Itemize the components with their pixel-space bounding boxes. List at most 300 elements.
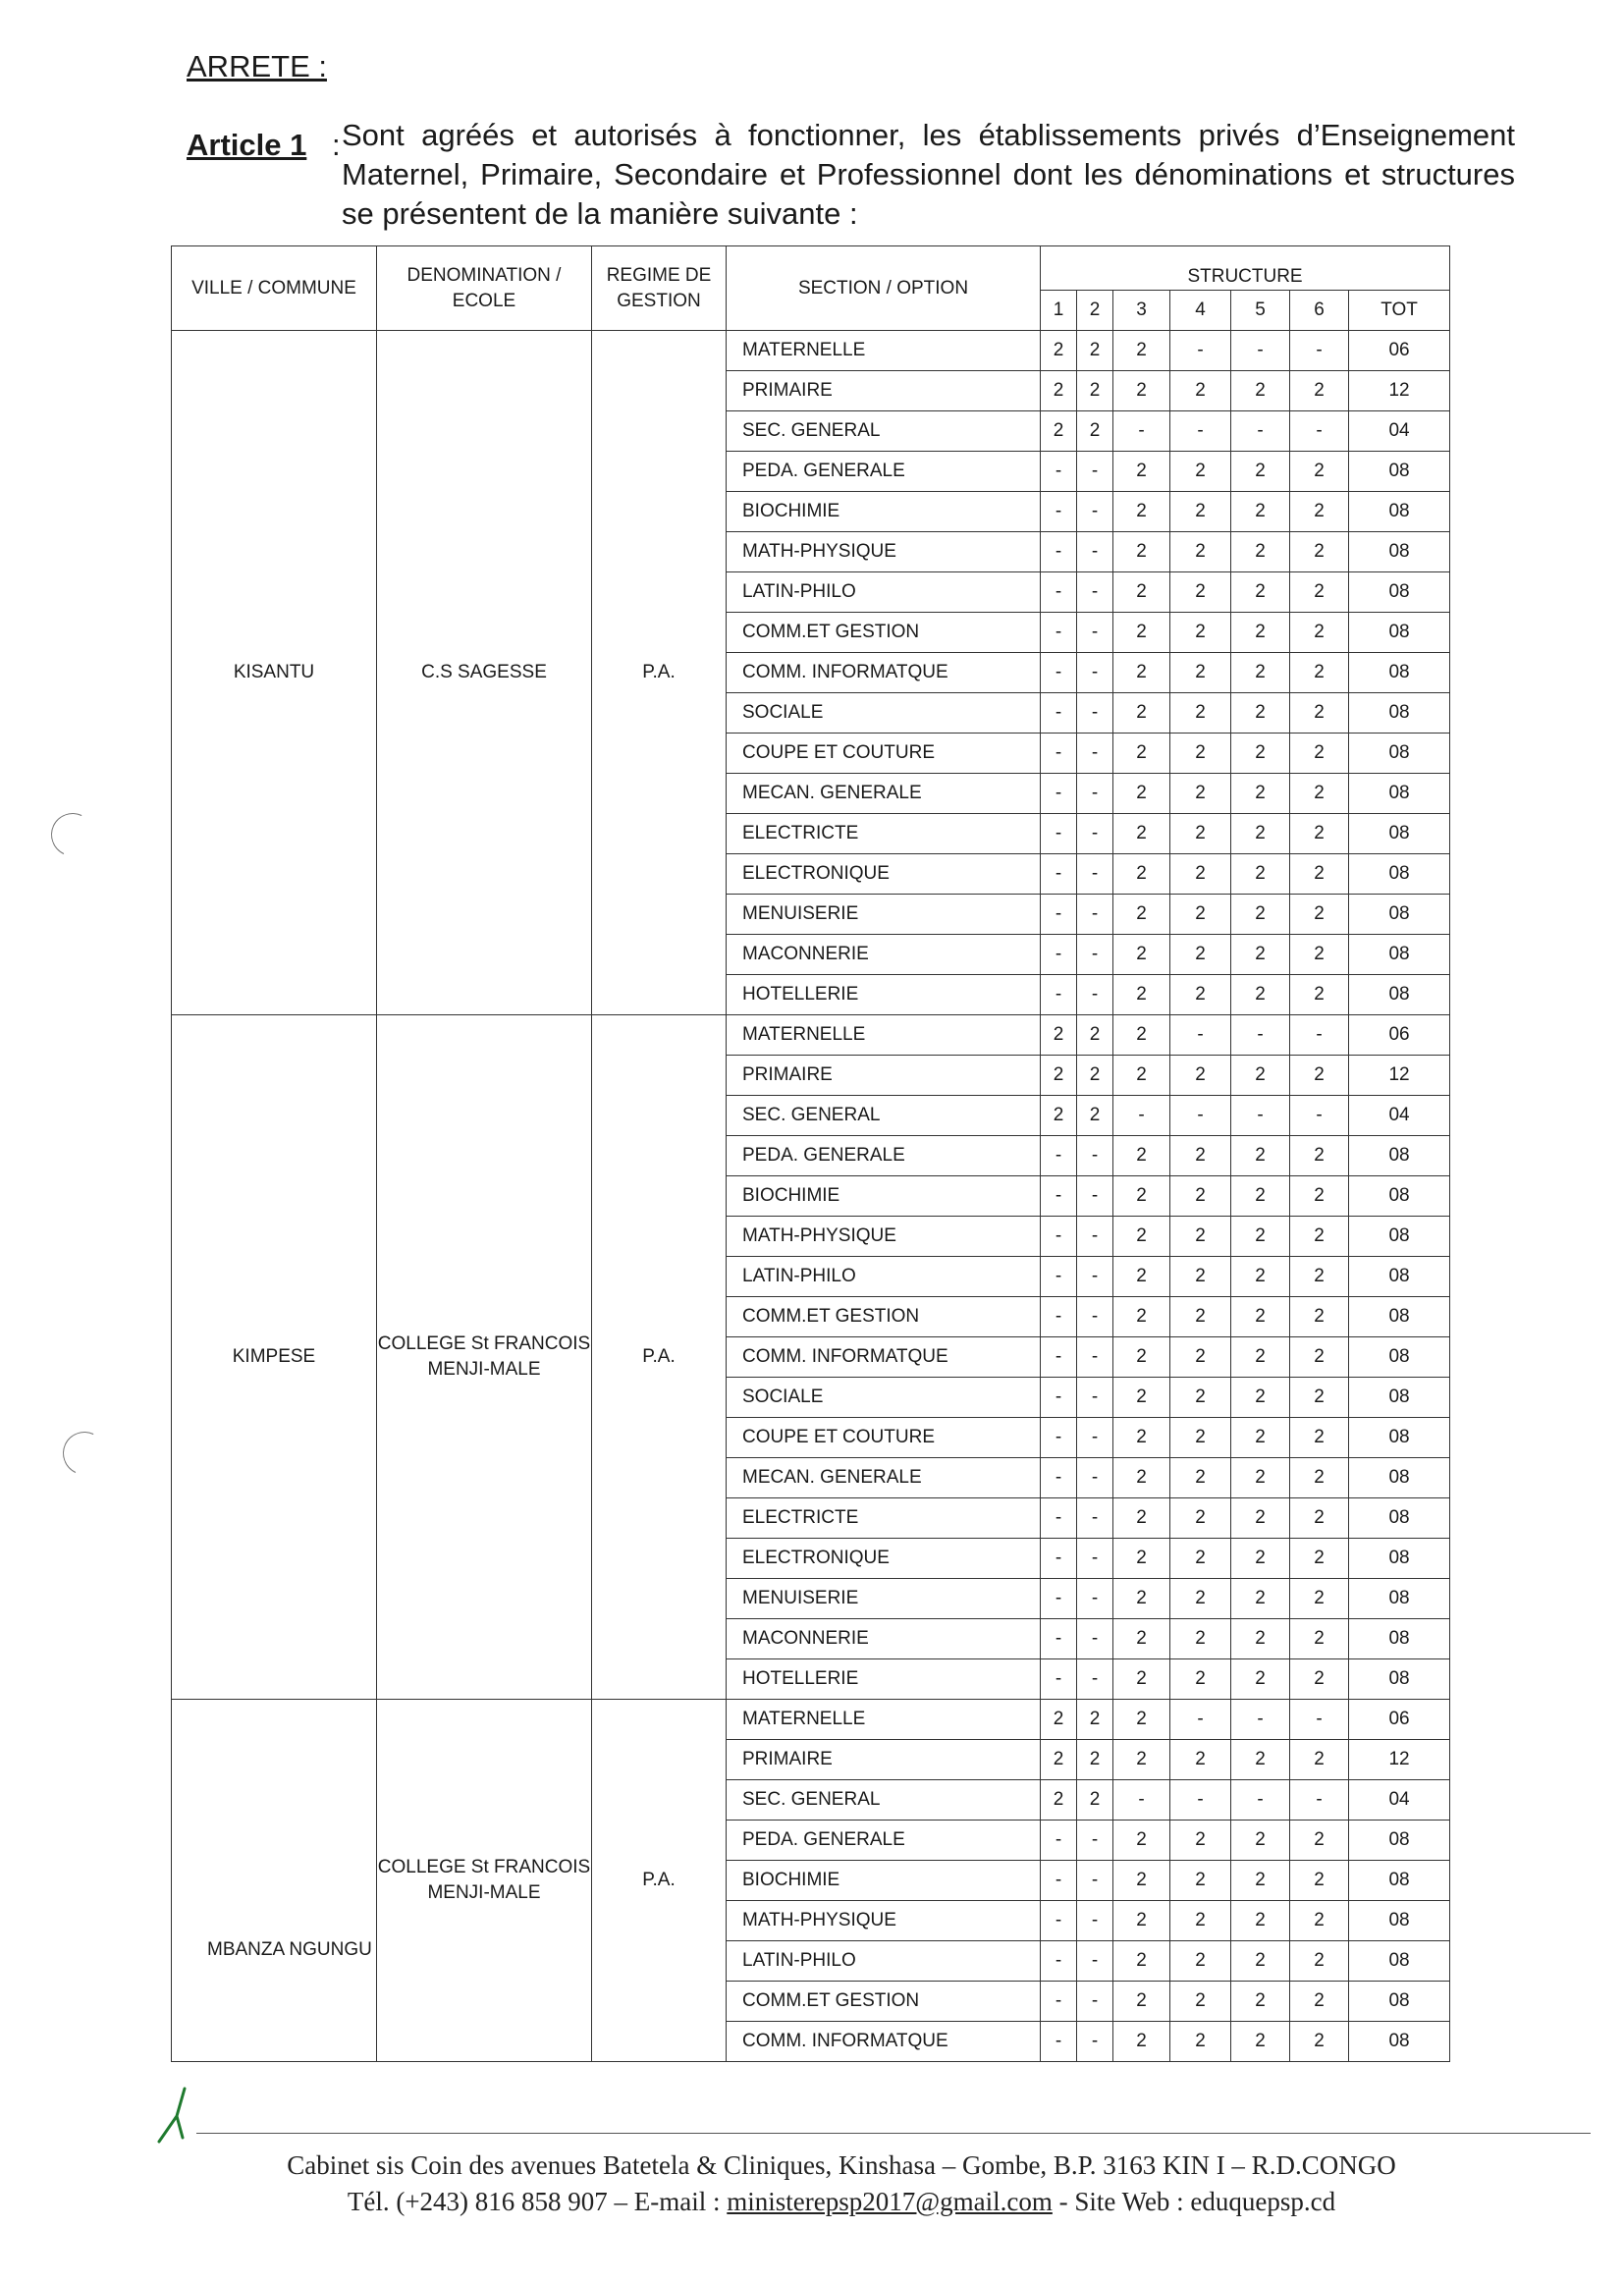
level-4-cell: 2 [1170, 1418, 1231, 1458]
level-3-cell: 2 [1113, 734, 1170, 774]
level-2-cell: - [1077, 1378, 1113, 1418]
section-option-cell: ELECTRONIQUE [727, 1539, 1041, 1579]
level-4-cell: 2 [1170, 1821, 1231, 1861]
level-3-cell: 2 [1113, 975, 1170, 1015]
level-1-cell: - [1041, 814, 1077, 854]
level-1-cell: 2 [1041, 1056, 1077, 1096]
level-5-cell: 2 [1231, 1821, 1290, 1861]
table-row [172, 1015, 1450, 1056]
level-4-cell: 2 [1170, 1498, 1231, 1539]
section-option-cell: BIOCHIMIE [727, 1176, 1041, 1217]
group-denomination: C.S SAGESSE [377, 331, 592, 1015]
level-1-cell: - [1041, 1176, 1077, 1217]
total-cell: 08 [1349, 1217, 1450, 1257]
section-option-cell: MATH-PHYSIQUE [727, 1901, 1041, 1941]
header-level-5: 5 [1231, 291, 1290, 331]
level-3-cell: 2 [1113, 1982, 1170, 2022]
group-ville: KIMPESE [172, 1015, 377, 1700]
level-4-cell: 2 [1170, 854, 1231, 895]
footer-rule [196, 2133, 1591, 2134]
level-6-cell: - [1290, 1700, 1349, 1740]
level-5-cell: - [1231, 1700, 1290, 1740]
level-5-cell: 2 [1231, 854, 1290, 895]
level-3-cell: - [1113, 411, 1170, 452]
level-3-cell: 2 [1113, 854, 1170, 895]
level-3-cell: 2 [1113, 1418, 1170, 1458]
level-1-cell: - [1041, 1498, 1077, 1539]
level-2-cell: - [1077, 1257, 1113, 1297]
total-cell: 12 [1349, 1056, 1450, 1096]
group-regime: P.A. [592, 1015, 727, 1700]
level-3-cell: 2 [1113, 1659, 1170, 1700]
level-6-cell: 2 [1290, 854, 1349, 895]
level-3-cell: 2 [1113, 774, 1170, 814]
level-4-cell: 2 [1170, 1378, 1231, 1418]
level-2-cell: - [1077, 1982, 1113, 2022]
level-4-cell: 2 [1170, 1217, 1231, 1257]
level-1-cell: 2 [1041, 1740, 1077, 1780]
level-3-cell: 2 [1113, 1700, 1170, 1740]
level-2-cell: - [1077, 975, 1113, 1015]
level-2-cell: - [1077, 2022, 1113, 2062]
total-cell: 08 [1349, 1498, 1450, 1539]
footer-website: - Site Web : eduquepsp.cd [1052, 2187, 1336, 2216]
level-2-cell: 2 [1077, 411, 1113, 452]
level-5-cell: 2 [1231, 371, 1290, 411]
level-3-cell: 2 [1113, 1136, 1170, 1176]
level-2-cell: - [1077, 532, 1113, 572]
total-cell: 08 [1349, 1257, 1450, 1297]
level-4-cell: 2 [1170, 532, 1231, 572]
header-level-3: 3 [1113, 291, 1170, 331]
level-2-cell: - [1077, 774, 1113, 814]
level-5-cell: 2 [1231, 1982, 1290, 2022]
section-option-cell: MATH-PHYSIQUE [727, 532, 1041, 572]
total-cell: 08 [1349, 653, 1450, 693]
level-6-cell: 2 [1290, 1821, 1349, 1861]
level-6-cell: 2 [1290, 653, 1349, 693]
level-4-cell: 2 [1170, 1619, 1231, 1659]
level-4-cell: 2 [1170, 1337, 1231, 1378]
level-4-cell: 2 [1170, 774, 1231, 814]
level-3-cell: 2 [1113, 1498, 1170, 1539]
binder-hole-mark-top [45, 807, 100, 862]
level-6-cell: 2 [1290, 1337, 1349, 1378]
level-5-cell: 2 [1231, 1498, 1290, 1539]
level-3-cell: 2 [1113, 1740, 1170, 1780]
section-option-cell: COMM. INFORMATQUE [727, 1337, 1041, 1378]
level-1-cell: 2 [1041, 411, 1077, 452]
level-5-cell: - [1231, 1780, 1290, 1821]
group-regime: P.A. [592, 331, 727, 1015]
level-6-cell: 2 [1290, 1498, 1349, 1539]
level-6-cell: 2 [1290, 1982, 1349, 2022]
level-4-cell: 2 [1170, 1659, 1231, 1700]
level-6-cell: 2 [1290, 774, 1349, 814]
level-5-cell: 2 [1231, 1941, 1290, 1982]
level-4-cell: 2 [1170, 1740, 1231, 1780]
level-5-cell: 2 [1231, 613, 1290, 653]
level-5-cell: 2 [1231, 532, 1290, 572]
level-6-cell: 2 [1290, 2022, 1349, 2062]
level-3-cell: 2 [1113, 331, 1170, 371]
section-option-cell: COUPE ET COUTURE [727, 1418, 1041, 1458]
section-option-cell: MATH-PHYSIQUE [727, 1217, 1041, 1257]
level-1-cell: - [1041, 492, 1077, 532]
level-3-cell: 2 [1113, 1217, 1170, 1257]
level-1-cell: - [1041, 693, 1077, 734]
level-1-cell: - [1041, 572, 1077, 613]
level-4-cell: 2 [1170, 693, 1231, 734]
level-2-cell: - [1077, 1659, 1113, 1700]
level-5-cell: 2 [1231, 895, 1290, 935]
level-5-cell: 2 [1231, 653, 1290, 693]
section-option-cell: LATIN-PHILO [727, 1941, 1041, 1982]
group-regime: P.A. [592, 1700, 727, 2062]
total-cell: 08 [1349, 492, 1450, 532]
level-6-cell: - [1290, 331, 1349, 371]
header-regime: REGIME DE GESTION [592, 246, 727, 331]
section-option-cell: MATERNELLE [727, 331, 1041, 371]
level-4-cell: 2 [1170, 1539, 1231, 1579]
level-2-cell: - [1077, 1941, 1113, 1982]
level-1-cell: - [1041, 935, 1077, 975]
level-6-cell: 2 [1290, 532, 1349, 572]
section-option-cell: COMM. INFORMATQUE [727, 653, 1041, 693]
level-1-cell: - [1041, 734, 1077, 774]
total-cell: 08 [1349, 1941, 1450, 1982]
level-6-cell: 2 [1290, 1136, 1349, 1176]
level-1-cell: - [1041, 532, 1077, 572]
header-level-1: 1 [1041, 291, 1077, 331]
level-5-cell: 2 [1231, 1740, 1290, 1780]
level-4-cell: - [1170, 1015, 1231, 1056]
section-option-cell: LATIN-PHILO [727, 1257, 1041, 1297]
level-4-cell: 2 [1170, 1458, 1231, 1498]
level-1-cell: - [1041, 1418, 1077, 1458]
level-6-cell: 2 [1290, 1861, 1349, 1901]
section-option-cell: SEC. GENERAL [727, 1780, 1041, 1821]
section-option-cell: COMM.ET GESTION [727, 613, 1041, 653]
level-4-cell: 2 [1170, 1056, 1231, 1096]
level-3-cell: 2 [1113, 532, 1170, 572]
level-4-cell: - [1170, 1096, 1231, 1136]
section-option-cell: PEDA. GENERALE [727, 452, 1041, 492]
level-6-cell: 2 [1290, 935, 1349, 975]
section-option-cell: PEDA. GENERALE [727, 1136, 1041, 1176]
level-2-cell: - [1077, 1458, 1113, 1498]
section-option-cell: MACONNERIE [727, 1619, 1041, 1659]
level-2-cell: - [1077, 492, 1113, 532]
level-6-cell: 2 [1290, 1539, 1349, 1579]
total-cell: 08 [1349, 1659, 1450, 1700]
level-5-cell: 2 [1231, 1337, 1290, 1378]
level-5-cell: - [1231, 1015, 1290, 1056]
level-3-cell: 2 [1113, 572, 1170, 613]
section-option-cell: MATERNELLE [727, 1015, 1041, 1056]
level-2-cell: - [1077, 1297, 1113, 1337]
level-5-cell: - [1231, 1096, 1290, 1136]
total-cell: 08 [1349, 935, 1450, 975]
level-5-cell: 2 [1231, 1861, 1290, 1901]
level-3-cell: 2 [1113, 1539, 1170, 1579]
total-cell: 08 [1349, 1418, 1450, 1458]
level-1-cell: - [1041, 1539, 1077, 1579]
level-5-cell: 2 [1231, 2022, 1290, 2062]
level-1-cell: - [1041, 1136, 1077, 1176]
level-4-cell: - [1170, 411, 1231, 452]
level-2-cell: 2 [1077, 371, 1113, 411]
level-5-cell: 2 [1231, 1539, 1290, 1579]
level-6-cell: 2 [1290, 492, 1349, 532]
level-3-cell: 2 [1113, 1821, 1170, 1861]
total-cell: 08 [1349, 2022, 1450, 2062]
level-2-cell: 2 [1077, 1056, 1113, 1096]
article-text: Sont agréés et autorisés à fonctionner, les établissements privés d’Enseignement Maternel, Primaire, Secondaire et Professionnel dont les dénominations et structures se présentent de la manière suivante : [342, 118, 1515, 231]
total-cell: 08 [1349, 613, 1450, 653]
level-1-cell: - [1041, 1458, 1077, 1498]
level-1-cell: - [1041, 1901, 1077, 1941]
level-3-cell: 2 [1113, 814, 1170, 854]
level-3-cell: 2 [1113, 1297, 1170, 1337]
level-5-cell: - [1231, 331, 1290, 371]
level-5-cell: - [1231, 411, 1290, 452]
level-5-cell: 2 [1231, 1257, 1290, 1297]
schools-structure-table [171, 245, 1450, 2062]
total-cell: 08 [1349, 1458, 1450, 1498]
total-cell: 08 [1349, 895, 1450, 935]
level-6-cell: 2 [1290, 1297, 1349, 1337]
level-2-cell: - [1077, 1901, 1113, 1941]
section-option-cell: MECAN. GENERALE [727, 1458, 1041, 1498]
level-4-cell: 2 [1170, 1982, 1231, 2022]
level-5-cell: 2 [1231, 774, 1290, 814]
level-1-cell: 2 [1041, 1015, 1077, 1056]
level-6-cell: 2 [1290, 1619, 1349, 1659]
level-4-cell: 2 [1170, 1136, 1231, 1176]
level-5-cell: 2 [1231, 1378, 1290, 1418]
level-6-cell: 2 [1290, 1901, 1349, 1941]
section-option-cell: MACONNERIE [727, 935, 1041, 975]
level-5-cell: 2 [1231, 975, 1290, 1015]
total-cell: 08 [1349, 1619, 1450, 1659]
section-option-cell: COMM.ET GESTION [727, 1982, 1041, 2022]
section-option-cell: COMM. INFORMATQUE [727, 2022, 1041, 2062]
total-cell: 04 [1349, 1780, 1450, 1821]
level-1-cell: - [1041, 653, 1077, 693]
section-option-cell: SOCIALE [727, 693, 1041, 734]
level-6-cell: - [1290, 411, 1349, 452]
level-2-cell: - [1077, 613, 1113, 653]
level-2-cell: - [1077, 1821, 1113, 1861]
footer-email-link[interactable]: ministerepsp2017@gmail.com [727, 2187, 1053, 2216]
level-6-cell: 2 [1290, 1378, 1349, 1418]
total-cell: 06 [1349, 331, 1450, 371]
header-total: TOT [1349, 291, 1450, 331]
header-denomination: DENOMINATION / ECOLE [377, 246, 592, 331]
section-option-cell: PRIMAIRE [727, 371, 1041, 411]
level-2-cell: 2 [1077, 1096, 1113, 1136]
level-6-cell: 2 [1290, 734, 1349, 774]
level-5-cell: 2 [1231, 1136, 1290, 1176]
total-cell: 08 [1349, 1176, 1450, 1217]
level-1-cell: - [1041, 1217, 1077, 1257]
level-1-cell: - [1041, 1982, 1077, 2022]
total-cell: 08 [1349, 734, 1450, 774]
table-body [172, 331, 1450, 2062]
level-4-cell: 2 [1170, 975, 1231, 1015]
total-cell: 08 [1349, 1136, 1450, 1176]
level-6-cell: 2 [1290, 452, 1349, 492]
article-colon: : [332, 128, 341, 162]
level-6-cell: 2 [1290, 1579, 1349, 1619]
level-3-cell: 2 [1113, 1579, 1170, 1619]
total-cell: 12 [1349, 371, 1450, 411]
level-3-cell: 2 [1113, 1378, 1170, 1418]
level-4-cell: 2 [1170, 1901, 1231, 1941]
total-cell: 08 [1349, 814, 1450, 854]
level-4-cell: 2 [1170, 814, 1231, 854]
section-option-cell: MATERNELLE [727, 1700, 1041, 1740]
level-1-cell: - [1041, 1659, 1077, 1700]
level-5-cell: 2 [1231, 693, 1290, 734]
level-6-cell: 2 [1290, 1740, 1349, 1780]
level-2-cell: - [1077, 1539, 1113, 1579]
level-1-cell: - [1041, 1378, 1077, 1418]
table-row [172, 1700, 1450, 1740]
level-1-cell: 2 [1041, 1700, 1077, 1740]
binder-hole-mark-bottom [57, 1426, 112, 1481]
section-option-cell: MENUISERIE [727, 895, 1041, 935]
document-heading: ARRETE : [187, 49, 327, 83]
level-2-cell: - [1077, 1176, 1113, 1217]
level-4-cell: - [1170, 331, 1231, 371]
total-cell: 08 [1349, 1539, 1450, 1579]
level-3-cell: 2 [1113, 371, 1170, 411]
level-2-cell: 2 [1077, 1740, 1113, 1780]
header-structure: STRUCTURE [1041, 246, 1450, 291]
level-6-cell: 2 [1290, 1458, 1349, 1498]
level-5-cell: 2 [1231, 452, 1290, 492]
level-1-cell: - [1041, 2022, 1077, 2062]
level-1-cell: - [1041, 1941, 1077, 1982]
level-5-cell: 2 [1231, 1297, 1290, 1337]
level-2-cell: - [1077, 1498, 1113, 1539]
level-4-cell: 2 [1170, 1297, 1231, 1337]
section-option-cell: MENUISERIE [727, 1579, 1041, 1619]
level-4-cell: 2 [1170, 935, 1231, 975]
total-cell: 08 [1349, 532, 1450, 572]
level-6-cell: 2 [1290, 693, 1349, 734]
level-5-cell: 2 [1231, 1056, 1290, 1096]
level-1-cell: - [1041, 1821, 1077, 1861]
header-ville: VILLE / COMMUNE [172, 246, 377, 331]
level-4-cell: - [1170, 1700, 1231, 1740]
level-4-cell: 2 [1170, 1257, 1231, 1297]
total-cell: 08 [1349, 975, 1450, 1015]
section-option-cell: HOTELLERIE [727, 1659, 1041, 1700]
level-3-cell: 2 [1113, 1619, 1170, 1659]
level-3-cell: 2 [1113, 653, 1170, 693]
article-label: Article 1 [187, 128, 307, 162]
level-6-cell: 2 [1290, 1659, 1349, 1700]
total-cell: 04 [1349, 1096, 1450, 1136]
level-3-cell: 2 [1113, 1257, 1170, 1297]
level-1-cell: 2 [1041, 1096, 1077, 1136]
section-option-cell: BIOCHIMIE [727, 1861, 1041, 1901]
level-4-cell: 2 [1170, 2022, 1231, 2062]
level-1-cell: - [1041, 1579, 1077, 1619]
level-5-cell: 2 [1231, 1217, 1290, 1257]
level-6-cell: - [1290, 1015, 1349, 1056]
header-level-4: 4 [1170, 291, 1231, 331]
level-4-cell: 2 [1170, 895, 1231, 935]
total-cell: 08 [1349, 452, 1450, 492]
group-ville: MBANZA NGUNGU [172, 1700, 377, 2062]
level-6-cell: 2 [1290, 572, 1349, 613]
level-2-cell: - [1077, 1337, 1113, 1378]
level-5-cell: 2 [1231, 1176, 1290, 1217]
level-5-cell: 2 [1231, 935, 1290, 975]
total-cell: 08 [1349, 854, 1450, 895]
section-option-cell: BIOCHIMIE [727, 492, 1041, 532]
level-1-cell: - [1041, 452, 1077, 492]
level-1-cell: - [1041, 1619, 1077, 1659]
level-1-cell: 2 [1041, 1780, 1077, 1821]
level-6-cell: 2 [1290, 1056, 1349, 1096]
header-section: SECTION / OPTION [727, 246, 1041, 331]
section-option-cell: PRIMAIRE [727, 1740, 1041, 1780]
level-2-cell: - [1077, 693, 1113, 734]
level-6-cell: 2 [1290, 1418, 1349, 1458]
level-2-cell: - [1077, 895, 1113, 935]
total-cell: 06 [1349, 1700, 1450, 1740]
level-6-cell: 2 [1290, 1217, 1349, 1257]
level-4-cell: 2 [1170, 653, 1231, 693]
level-3-cell: 2 [1113, 895, 1170, 935]
level-2-cell: - [1077, 1619, 1113, 1659]
level-2-cell: 2 [1077, 1015, 1113, 1056]
level-1-cell: - [1041, 774, 1077, 814]
section-option-cell: ELECTRICTE [727, 814, 1041, 854]
level-3-cell: 2 [1113, 693, 1170, 734]
footer-address: Cabinet sis Coin des avenues Batetela & Cliniques, Kinshasa – Gombe, B.P. 3163 KIN I – R.D.CONGO [287, 2150, 1396, 2180]
table-row [172, 331, 1450, 371]
level-2-cell: - [1077, 452, 1113, 492]
level-2-cell: - [1077, 734, 1113, 774]
level-1-cell: - [1041, 895, 1077, 935]
section-option-cell: ELECTRICTE [727, 1498, 1041, 1539]
total-cell: 08 [1349, 1982, 1450, 2022]
level-3-cell: 2 [1113, 1941, 1170, 1982]
level-1-cell: - [1041, 975, 1077, 1015]
level-6-cell: 2 [1290, 613, 1349, 653]
level-2-cell: - [1077, 814, 1113, 854]
level-6-cell: 2 [1290, 895, 1349, 935]
section-option-cell: LATIN-PHILO [727, 572, 1041, 613]
level-6-cell: 2 [1290, 1176, 1349, 1217]
level-3-cell: 2 [1113, 1176, 1170, 1217]
header-level-6: 6 [1290, 291, 1349, 331]
level-1-cell: - [1041, 1861, 1077, 1901]
level-2-cell: 2 [1077, 1780, 1113, 1821]
level-3-cell: 2 [1113, 1861, 1170, 1901]
level-6-cell: 2 [1290, 371, 1349, 411]
footer-tel: Tél. (+243) 816 858 907 – E-mail : [347, 2187, 728, 2216]
section-option-cell: SOCIALE [727, 1378, 1041, 1418]
level-2-cell: - [1077, 653, 1113, 693]
level-3-cell: 2 [1113, 452, 1170, 492]
